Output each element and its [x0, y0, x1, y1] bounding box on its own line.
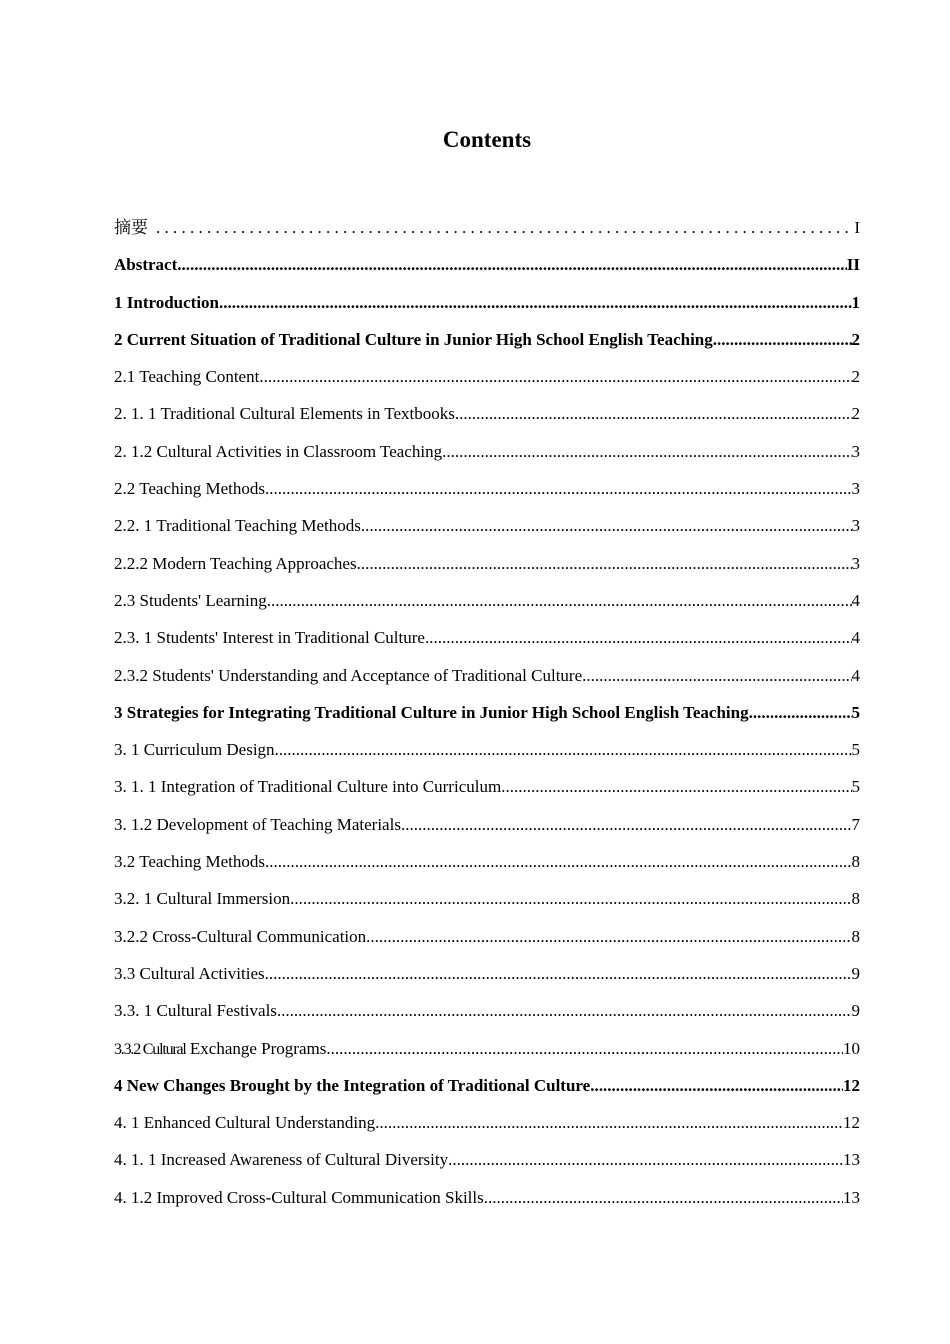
toc-entry-label: 2. 1.2 Cultural Activities in Classroom Teaching — [114, 441, 443, 461]
toc-entry-label: 2 Current Situation of Traditional Culture in Junior High School English Teaching — [114, 329, 713, 349]
page-title: Contents — [442, 127, 532, 152]
dot-leader — [265, 961, 852, 987]
toc-entry-label: 3. 1.2 Development of Teaching Materials — [114, 814, 401, 834]
dot-leader — [267, 588, 852, 614]
dot-leader — [259, 364, 851, 390]
dot-leader — [582, 663, 851, 689]
toc-entry-page-number: II — [846, 255, 860, 275]
dot-leader — [326, 1036, 843, 1062]
toc-entry[interactable] — [114, 625, 860, 662]
toc-entry-label: 2.3. 1 Students' Interest in Traditional Culture — [114, 628, 425, 648]
toc-entry-label: 2.1 Teaching Content — [114, 367, 260, 387]
toc-entry-page-number: 2 — [851, 404, 860, 424]
toc-entry-page-number: 7 — [851, 814, 860, 834]
dot-leader — [375, 1110, 843, 1136]
dot-leader — [590, 1073, 843, 1099]
toc-entry[interactable] — [114, 812, 860, 849]
toc-entry-page-number: 9 — [851, 963, 860, 983]
dot-leader — [749, 700, 852, 726]
dot-leader — [148, 215, 854, 241]
toc-entry-page-number: 1 — [851, 292, 860, 312]
toc-entry[interactable] — [114, 290, 860, 327]
dot-leader — [484, 1185, 843, 1211]
toc-entry-label-prefix: 3.3.2 Cultural — [114, 1040, 186, 1058]
toc-entry[interactable] — [114, 886, 860, 923]
toc-entry-label: 4. 1 Enhanced Cultural Understanding — [114, 1113, 376, 1133]
toc-entry[interactable] — [114, 849, 860, 886]
dot-leader — [501, 774, 851, 800]
toc-entry[interactable] — [114, 1073, 860, 1110]
toc-entry-label: 3.2 Teaching Methods — [114, 852, 265, 872]
toc-entry-page-number: 12 — [843, 1113, 860, 1133]
toc-entry[interactable] — [114, 401, 860, 438]
toc-entry-label: 3.3. 1 Cultural Festivals — [114, 1001, 277, 1021]
toc-entry-label: 3.2.2 Cross-Cultural Communication — [114, 926, 367, 946]
toc-entry-label: 3. 1. 1 Integration of Traditional Culture into Curriculum — [114, 777, 502, 797]
toc-entry[interactable] — [114, 1185, 860, 1222]
toc-entry-page-number: 5 — [851, 702, 860, 722]
toc-entry-page-number: 5 — [851, 777, 860, 797]
toc-entry[interactable] — [114, 364, 860, 401]
toc-entry-page-number: 4 — [851, 590, 860, 610]
toc-entry-label: 3 Strategies for Integrating Traditional Culture in Junior High School English Teaching — [114, 702, 749, 722]
toc-entry[interactable] — [114, 551, 860, 588]
toc-entry-page-number: 12 — [843, 1075, 860, 1095]
toc-entry-page-number: 8 — [851, 926, 860, 946]
dot-leader — [455, 401, 852, 427]
toc-entry-label: 3. 1 Curriculum Design — [114, 740, 275, 760]
toc-entry-page-number: I — [854, 218, 860, 237]
toc-entry-page-number: 2 — [851, 329, 860, 349]
toc-entry-label: 4. 1.2 Improved Cross-Cultural Communication Skills — [114, 1187, 484, 1207]
toc-entry-page-number: 5 — [851, 740, 860, 760]
toc-entry-label: 2.3 Students' Learning — [114, 590, 267, 610]
toc-entry-page-number: 3 — [851, 441, 860, 461]
dot-leader — [290, 886, 851, 912]
toc-entry-label: Abstract — [114, 255, 178, 275]
dot-leader — [265, 476, 852, 502]
toc-entry[interactable] — [114, 998, 860, 1035]
toc-entry-page-number: 3 — [851, 553, 860, 573]
toc-entry[interactable] — [114, 1147, 860, 1184]
dot-leader — [361, 513, 852, 539]
toc-entry[interactable] — [114, 663, 860, 700]
dot-leader — [177, 252, 847, 278]
dot-leader — [401, 812, 852, 838]
toc-entry-page-number: 9 — [851, 1001, 860, 1021]
dot-leader — [277, 998, 852, 1024]
toc-entry-label: 摘要 — [114, 218, 148, 237]
toc-entry-label: 3.3 Cultural Activities — [114, 963, 265, 983]
toc-entry[interactable] — [114, 1110, 860, 1147]
dot-leader — [442, 439, 851, 465]
table-of-contents — [114, 215, 860, 1222]
toc-entry-page-number: 8 — [851, 889, 860, 909]
toc-entry[interactable] — [114, 924, 860, 961]
toc-entry-label: 2.2. 1 Traditional Teaching Methods — [114, 516, 361, 536]
toc-entry-label: 1 Introduction — [114, 292, 220, 312]
dot-leader — [448, 1147, 843, 1173]
dot-leader — [219, 290, 851, 316]
toc-entry[interactable] — [114, 588, 860, 625]
toc-entry[interactable] — [114, 1036, 860, 1073]
toc-entry[interactable] — [114, 476, 860, 513]
dot-leader — [425, 625, 852, 651]
dot-leader — [275, 737, 852, 763]
toc-entry-label: 2.2.2 Modern Teaching Approaches — [114, 553, 357, 573]
toc-entry[interactable] — [114, 215, 860, 252]
toc-entry[interactable] — [114, 327, 860, 364]
dot-leader — [366, 924, 851, 950]
toc-entry-page-number: 10 — [843, 1038, 860, 1058]
toc-entry[interactable] — [114, 439, 860, 476]
toc-entry-page-number: 3 — [851, 479, 860, 499]
toc-entry[interactable] — [114, 513, 860, 550]
toc-entry-label-rest: Exchange Programs — [185, 1038, 327, 1058]
toc-entry-label — [114, 1036, 326, 1063]
toc-entry-label: 4. 1. 1 Increased Awareness of Cultural Diversity — [114, 1150, 449, 1170]
dot-leader — [265, 849, 852, 875]
toc-entry-label: 2.3.2 Students' Understanding and Acceptance of Traditional Culture — [114, 665, 583, 685]
toc-entry-page-number: 4 — [851, 665, 860, 685]
toc-entry[interactable] — [114, 961, 860, 998]
toc-entry[interactable] — [114, 252, 860, 289]
toc-entry[interactable] — [114, 774, 860, 811]
toc-entry-label: 4 New Changes Brought by the Integration of Traditional Culture — [114, 1075, 591, 1095]
toc-entry-label: 3.2. 1 Cultural Immersion — [114, 889, 291, 909]
toc-entry[interactable] — [114, 737, 860, 774]
toc-entry-label: 2. 1. 1 Traditional Cultural Elements in Textbooks — [114, 404, 455, 424]
toc-entry-page-number: 3 — [851, 516, 860, 536]
toc-entry-label: 2.2 Teaching Methods — [114, 479, 265, 499]
dot-leader — [357, 551, 852, 577]
toc-entry-page-number: 13 — [843, 1150, 860, 1170]
toc-entry[interactable] — [114, 700, 860, 737]
dot-leader — [713, 327, 852, 353]
toc-entry-page-number: 8 — [851, 852, 860, 872]
toc-entry-page-number: 2 — [851, 367, 860, 387]
toc-entry-page-number: 4 — [851, 628, 860, 648]
toc-entry-page-number: 13 — [843, 1187, 860, 1207]
